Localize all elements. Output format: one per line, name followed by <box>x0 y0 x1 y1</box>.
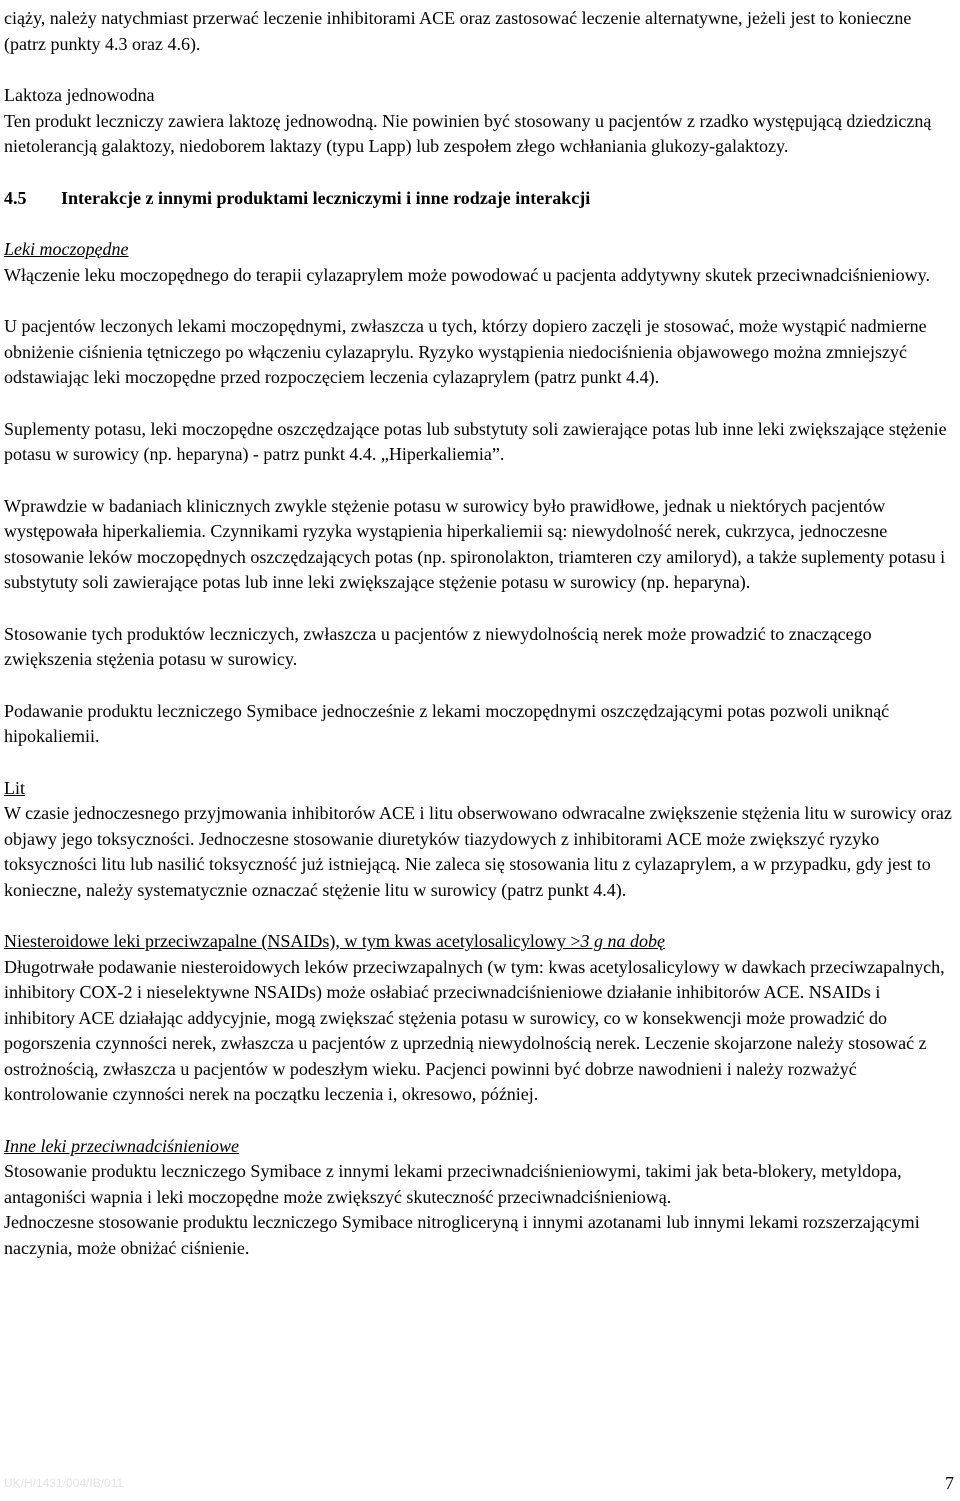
section-number: 4.5 <box>4 187 27 208</box>
nsaids-heading <box>4 929 954 955</box>
diuretics-paragraph-1: Włączenie leku moczopędnego do terapii cylazaprylem może powodować u pacjenta addytywny skutek przeciwnadciśnieniowy. <box>4 264 930 285</box>
lithium-heading: Lit <box>4 777 25 798</box>
lithium-paragraph: W czasie jednoczesnego przyjmowania inhibitorów ACE i litu obserwowano odwracalne zwiększenie stężenia litu w surowicy oraz objawy jego toksyczności. Jednoczesne stosowanie diuretyków tiazydowych z inhibitorami ACE może zwiększyć ryzyko toksyczności litu lub nasilić toksyczność już istniejącą. Nie zaleca się stosowania litu z cylazaprylem, a w przypadku, gdy jest to konieczne, należy systematycznie oznaczać stężenie litu w surowicy (patrz punkt 4.4). <box>4 803 952 900</box>
intro-paragraph: ciąży, należy natychmiast przerwać leczenie inhibitorami ACE oraz zastosować leczenie alternatywne, jeżeli jest to konieczne (patrz punkty 4.3 oraz 4.6). <box>4 8 912 54</box>
document-page <box>4 6 954 1261</box>
nsaids-paragraph: Długotrwałe podawanie niesteroidowych leków przeciwzapalnych (w tym: kwas acetylosalicylowy w dawkach przeciwzapalnych, inhibitory COX-2 i nieselektywne NSAIDs) może osłabiać przeciwnadciśnieniowe działanie inhibitorów ACE. NSAIDs i inhibitory ACE działając addycyjnie, mogą zwiększać stężenia potasu w surowicy, co w konsekwencji może prowadzić do pogorszenia czynności nerek, zwłaszcza u pacjentów z uprzednią niewydolnością nerek. Leczenie skojarzone należy stosować z ostrożnością, zwłaszcza u pacjentów w podeszłym wieku. Pacjenci powinni być dobrze nawodnieni i należy rozważyć kontrolowanie czynności nerek na początku leczenia i, okresowo, później. <box>4 956 945 1104</box>
page-number: 7 <box>945 1473 954 1493</box>
document-code: UK/H/1431/004/IB/011 <box>4 1476 124 1490</box>
diuretics-paragraph-2: U pacjentów leczonych lekami moczopędnymi, zwłaszcza u tych, którzy dopiero zaczęli je stosować, może wystąpić nadmierne obniżenie ciśnienia tętniczego po włączeniu cylazaprylu. Ryzyko wystąpienia niedociśnienia objawowego można zmniejszyć odstawiając leki moczopędne przed rozpoczęciem leczenia cylazaprylem (patrz punkt 4.4). <box>4 316 927 387</box>
diuretics-paragraph-3: Suplementy potasu, leki moczopędne oszczędzające potas lub substytuty soli zawierające potas lub inne leki zwiększające stężenie potasu w surowicy (np. heparyna) - patrz punkt 4.4. „Hiperkaliemia”. <box>4 418 947 464</box>
diuretics-heading: Leki moczopędne <box>4 239 129 259</box>
nsaids-heading-text: Niesteroidowe leki przeciwzapalne (NSAIDs), w tym kwas acetylosalicylowy <box>4 931 571 951</box>
antihypertensives-paragraph-2: Jednoczesne stosowanie produktu leczniczego Symibace nitrogliceryną i innymi azotanami lub innymi lekami rozszerzającymi naczynia, może obniżać ciśnienie. <box>4 1212 920 1258</box>
diuretics-paragraph-4: Wprawdzie w badaniach klinicznych zwykle stężenie potasu w surowicy było prawidłowe, jednak u niektórych pacjentów występowała hiperkaliemia. Czynnikami ryzyka wystąpienia hiperkaliemii są: niewydolność nerek, cukrzyca, jednoczesne stosowanie leków moczopędnych oszczędzających potas (np. spironolakton, triamteren czy amiloryd), a także suplementy potasu i substytuty soli zawierające potas lub inne leki zwiększające stężenie potasu w surowicy (np. heparyna). <box>4 495 946 592</box>
section-heading <box>4 186 954 212</box>
page-footer <box>4 1470 954 1496</box>
antihypertensives-heading: Inne leki przeciwnadciśnieniowe <box>4 1135 239 1156</box>
antihypertensives-paragraph-1: Stosowanie produktu leczniczego Symibace z innymi lekami przeciwnadciśnieniowymi, takimi jak beta-blokery, metyldopa, antagoniści wapnia i leki moczopędne może zwiększyć skuteczność przeciwnadciśnieniową. <box>4 1161 902 1207</box>
lactose-heading: Laktoza jednowodna <box>4 85 155 105</box>
nsaids-heading-dose: 3 g na dobę <box>580 931 665 951</box>
diuretics-paragraph-5: Stosowanie tych produktów leczniczych, zwłaszcza u pacjentów z niewydolnością nerek może prowadzić to znaczącego zwiększenia stężenia potasu w surowicy. <box>4 623 872 669</box>
diuretics-paragraph-6: Podawanie produktu leczniczego Symibace jednocześnie z lekami moczopędnymi oszczędzającymi potas pozwoli uniknąć hipokaliemii. <box>4 700 890 746</box>
nsaids-heading-gt: > <box>570 931 581 951</box>
section-title: Interakcje z innymi produktami leczniczymi i inne rodzaje interakcji <box>61 187 591 208</box>
lactose-paragraph: Ten produkt leczniczy zawiera laktozę jednowodną. Nie powinien być stosowany u pacjentów z rzadko występującą dziedziczną nietolerancją galaktozy, niedoborem laktazy (typu Lapp) lub zespołem złego wchłaniania glukozy-galaktozy. <box>4 110 932 156</box>
